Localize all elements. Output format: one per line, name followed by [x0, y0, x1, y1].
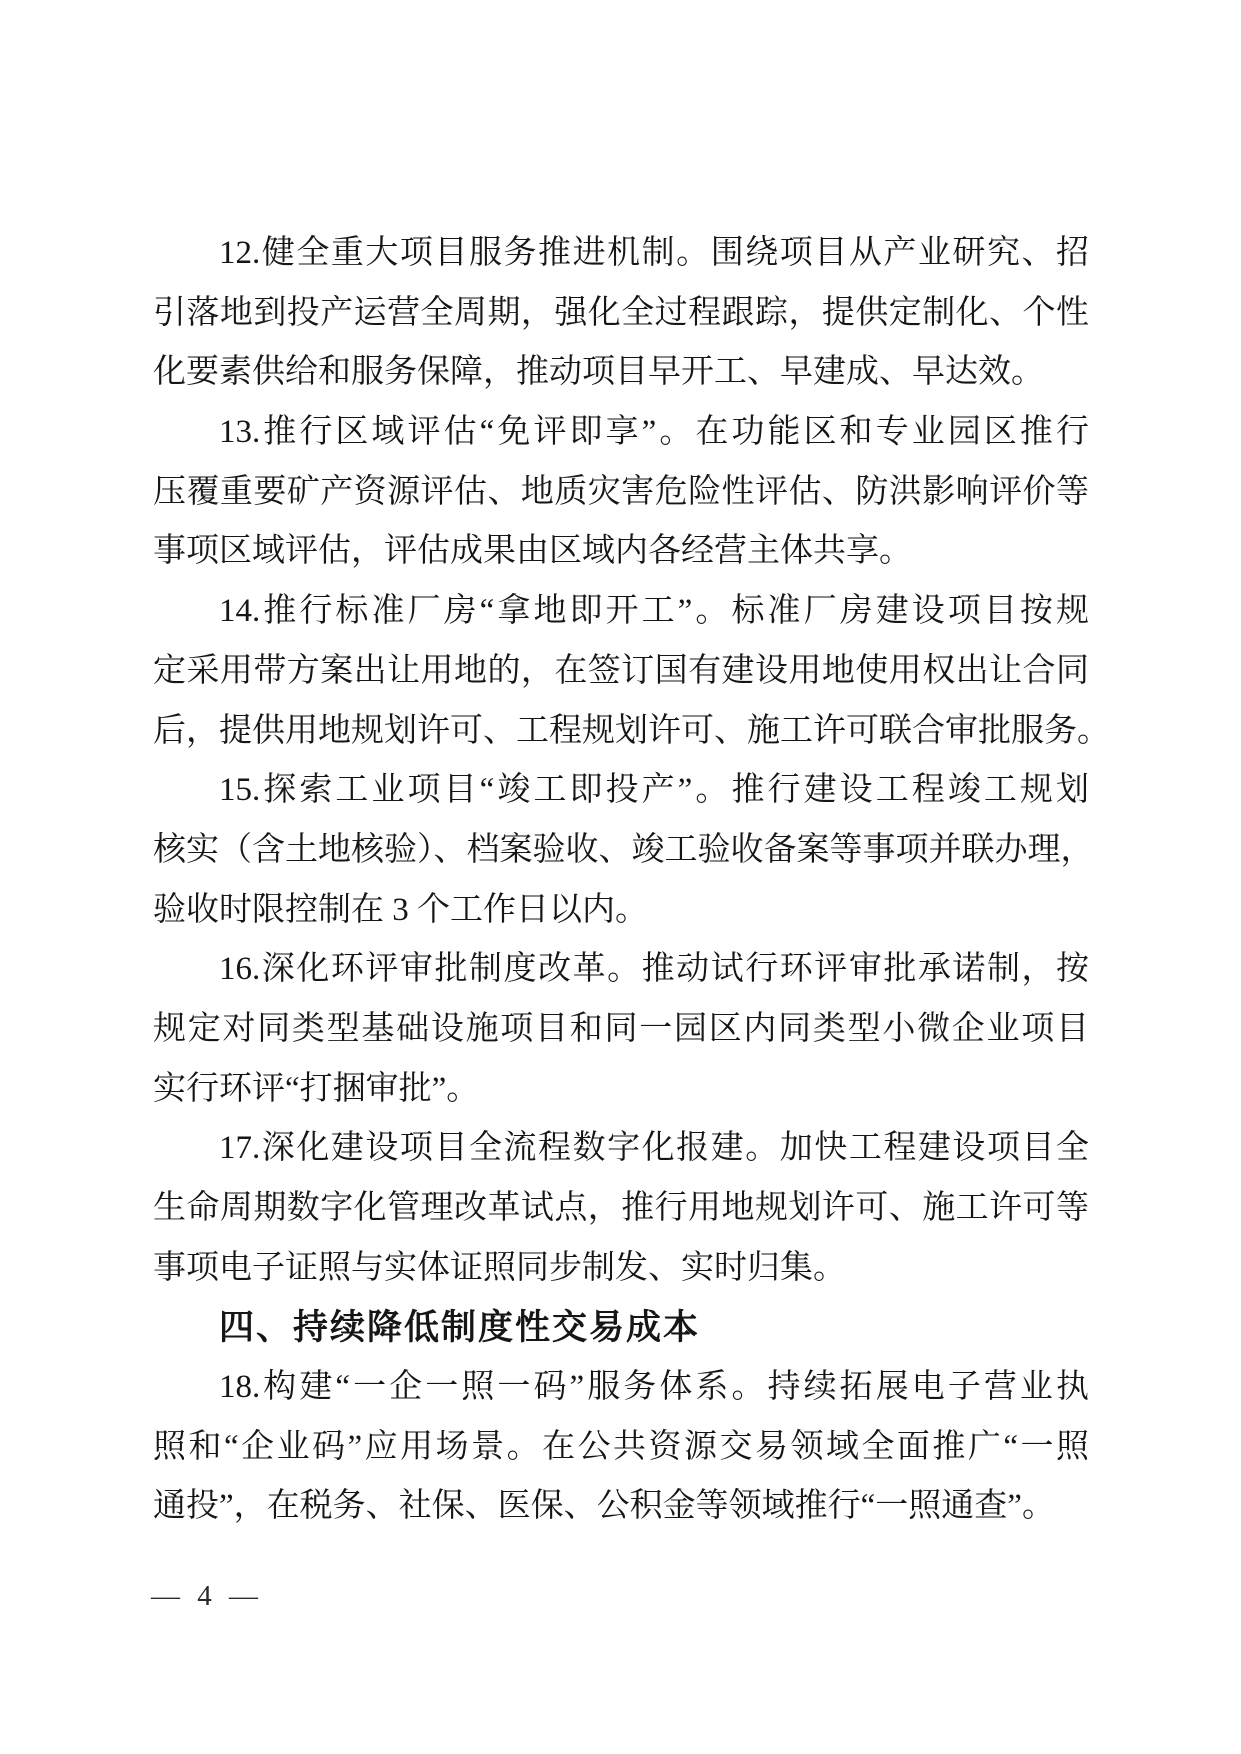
text-line: 事项区域评估，评估成果由区域内各经营主体共享。 — [153, 533, 912, 570]
document-paragraph — [153, 582, 1110, 761]
text-line: 照和“企业码”应用场景。在公共资源交易领域全面推广“一照 — [153, 1428, 1089, 1465]
document-paragraph — [153, 403, 1089, 582]
page-number: — 4 — — [151, 1580, 258, 1612]
section-heading — [153, 1298, 1089, 1358]
section-heading-text: 四、持续降低制度性交易成本 — [219, 1308, 701, 1348]
document-paragraph — [153, 1358, 1089, 1537]
text-line: 规定对同类型基础设施项目和同一园区内同类型小微企业项目 — [153, 1010, 1089, 1047]
document-paragraph — [153, 1119, 1089, 1298]
text-line: 验收时限控制在 3 个工作日以内。 — [153, 891, 648, 928]
document-paragraph — [153, 224, 1089, 403]
text-line: 16.深化环评审批制度改革。推动试行环评审批承诺制，按 — [219, 951, 1089, 988]
text-line: 通投”，在税务、社保、医保、公积金等领域推行“一照通查”。 — [153, 1488, 1055, 1525]
text-line: 实行环评“打捆审批”。 — [153, 1070, 480, 1107]
text-line: 生命周期数字化管理改革试点，推行用地规划许可、施工许可等 — [153, 1190, 1089, 1226]
text-line: 17.深化建设项目全流程数字化报建。加快工程建设项目全 — [219, 1130, 1089, 1167]
text-line: 压覆重要矿产资源评估、地质灾害危险性评估、防洪影响评价等 — [153, 473, 1089, 510]
text-line: 后，提供用地规划许可、工程规划许可、施工许可联合审批服务。 — [153, 712, 1110, 749]
document-paragraph — [153, 940, 1089, 1119]
text-line: 核实（含土地核验）、档案验收、竣工验收备案等事项并联办理， — [153, 831, 1094, 868]
document-body — [153, 224, 1110, 1537]
text-line: 引落地到投产运营全周期，强化全过程跟踪，提供定制化、个性 — [153, 294, 1089, 331]
text-line: 化要素供给和服务保障，推动项目早开工、早建成、早达效。 — [153, 354, 1044, 391]
text-line: 定采用带方案出让用地的，在签订国有建设用地使用权出让合同 — [153, 652, 1089, 689]
text-line: 15.探索工业项目“竣工即投产”。推行建设工程竣工规划 — [219, 772, 1089, 809]
text-line: 18.构建“一企一照一码”服务体系。持续拓展电子营业执 — [219, 1369, 1089, 1406]
document-paragraph — [153, 761, 1094, 940]
text-line: 13.推行区域评估“免评即享”。在功能区和专业园区推行 — [219, 414, 1089, 451]
text-line: 12.健全重大项目服务推进机制。围绕项目从产业研究、招 — [219, 235, 1089, 271]
text-line: 事项电子证照与实体证照同步制发、实时归集。 — [153, 1249, 846, 1286]
text-line: 14.推行标准厂房“拿地即开工”。标准厂房建设项目按规 — [219, 593, 1089, 630]
